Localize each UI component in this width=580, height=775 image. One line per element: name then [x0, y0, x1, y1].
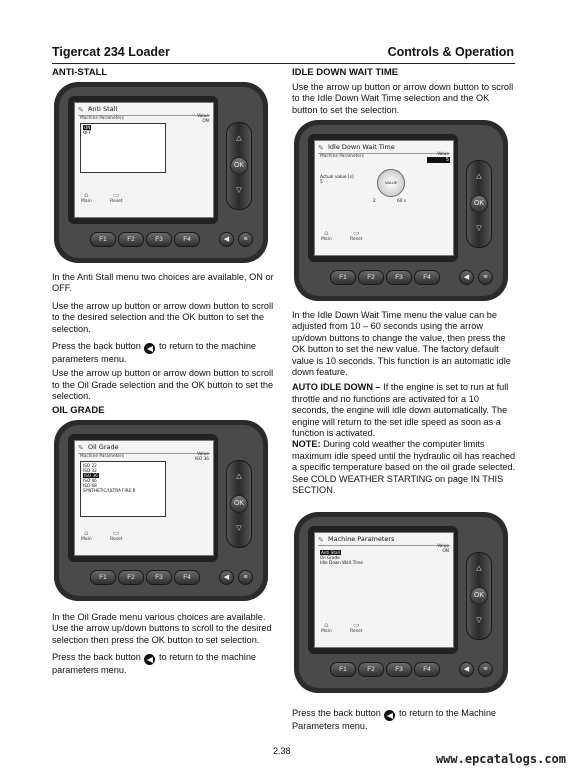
arrow-down-button[interactable]: ▽	[236, 525, 242, 532]
f1-button[interactable]: F1	[330, 662, 356, 677]
anti-stall-paragraph-4: Use the arrow up button or arrow down button to scroll to the Oil Grade selection and the OK button to set the selection.	[52, 368, 274, 402]
reset-icon: ▭	[352, 229, 360, 237]
idle-down-paragraph-5: Press the back button ◀ to return to the Machine Parameters menu.	[292, 708, 497, 731]
list-item[interactable]: ISO 46	[83, 478, 97, 483]
wrench-icon: ✎	[78, 444, 84, 452]
wrench-icon: ✎	[318, 144, 324, 152]
idle-down-paragraph-2: In the Idle Down Wait Time menu the value can be adjusted from 10 – 60 seconds using the arrow up/down buttons to change the value, then press the OK button to set the new value. The factory default value is 10 seconds. This function is an automatic idle down feature.	[292, 310, 511, 378]
back-button-icon: ◀	[144, 654, 155, 665]
back-button[interactable]: ◀	[219, 232, 234, 247]
screen-title-bar	[318, 143, 450, 154]
oil-grade-paragraph-2: Press the back button ◀ to return to the machine parameters menu.	[52, 652, 257, 676]
screen-oil-grade	[74, 440, 214, 556]
back-button[interactable]: ◀	[459, 270, 474, 285]
f4-button[interactable]: F4	[174, 232, 200, 247]
idle-down-heading: IDLE DOWN WAIT TIME	[292, 67, 399, 78]
list-item[interactable]: SYNTHETIC/ULTRA FIRE R	[83, 488, 136, 493]
oil-grade-heading: OIL GRADE	[52, 405, 105, 416]
menu-button[interactable]: ≡	[238, 232, 253, 247]
list-item[interactable]: Idle Down Wait Time	[320, 560, 363, 565]
screen-title-bar	[78, 105, 210, 116]
f2-button[interactable]: F2	[358, 270, 384, 285]
value-text: ON	[202, 119, 209, 124]
back-button[interactable]: ◀	[219, 570, 234, 585]
value-label: Value	[437, 152, 449, 157]
value-label: Value	[197, 452, 209, 457]
f4-button[interactable]: F4	[174, 570, 200, 585]
back-button-icon: ◀	[384, 710, 395, 721]
actual-value: 5	[320, 180, 323, 185]
header-rule	[52, 63, 515, 64]
ok-button[interactable]: OK	[230, 495, 248, 513]
anti-stall-paragraph-3: Press the back button ◀ to return to the machine parameters menu.	[52, 341, 257, 365]
screen-title: Machine Parameters	[328, 535, 395, 543]
value-text: ON	[442, 549, 449, 554]
value-label: Value	[437, 544, 449, 549]
screen-anti-stall	[74, 102, 214, 218]
note-paragraph: NOTE: During cold weather the computer limits maximum idle speed until the hydraulic oil has reached a specific temperature based on the oil grade selected. See COLD WEATHER STARTING on page IN THIS SECTION.	[292, 439, 516, 496]
main-softkey[interactable]: ⌂ Main	[81, 191, 92, 204]
arrow-up-button[interactable]: △	[236, 473, 242, 480]
anti-stall-paragraph-2: Use the arrow up button or arrow down button to scroll to the desired selection and the OK button to set the selection.	[52, 300, 274, 334]
ok-button[interactable]: OK	[470, 195, 488, 213]
screen-title: Oil Grade	[88, 443, 119, 451]
display-device-idle-down	[292, 118, 510, 303]
auto-idle-down-paragraph: AUTO IDLE DOWN – If the engine is set to run at full throttle and no functions are activated for a 10 seconds, the engine will idle down automatically. The engine will return to the set idle speed as soon as a function is activated.	[292, 382, 509, 439]
display-device-machine-parameters	[292, 510, 510, 695]
value-knob[interactable]: VALUE	[377, 169, 405, 197]
wrench-icon: ✎	[318, 536, 324, 544]
screen-subtitle: Machine Parameters	[80, 116, 124, 121]
option-list[interactable]	[80, 461, 166, 517]
screen-title: Anti Stall	[88, 105, 118, 113]
screen-machine-parameters	[314, 532, 454, 648]
value-text: ISO 36	[194, 457, 209, 462]
screen-idle-down	[314, 140, 454, 256]
display-device-oil-grade	[52, 418, 270, 603]
list-item[interactable]: Oil Grade	[320, 555, 340, 560]
option-list[interactable]	[80, 123, 166, 173]
oil-grade-paragraph-1: In the Oil Grade menu various choices are available. Use the arrow up/down buttons to scroll to the desired selection then press the OK button to set selection.	[52, 612, 272, 645]
home-icon: ⌂	[84, 529, 89, 537]
arrow-up-button[interactable]: △	[476, 565, 482, 572]
reset-softkey[interactable]: ▭ Reset	[110, 529, 123, 542]
section-title: Controls & Operation	[387, 45, 514, 59]
ok-button[interactable]: OK	[230, 157, 248, 175]
f2-button[interactable]: F2	[118, 570, 144, 585]
screen-subtitle: Machine Parameters	[320, 154, 364, 159]
f3-button[interactable]: F3	[146, 232, 172, 247]
home-icon: ⌂	[84, 191, 89, 199]
main-softkey[interactable]: ⌂ Main	[81, 529, 92, 542]
wrench-icon: ✎	[78, 106, 84, 114]
list-item[interactable]: ON	[84, 125, 91, 130]
f1-button[interactable]: F1	[330, 270, 356, 285]
screen-title-bar	[318, 535, 450, 546]
list-item[interactable]: ISO 68	[83, 483, 97, 488]
reset-softkey[interactable]: ▭ Reset	[350, 621, 363, 634]
f3-button[interactable]: F3	[386, 662, 412, 677]
reset-softkey[interactable]: ▭ Reset	[110, 191, 123, 204]
f4-button[interactable]: F4	[414, 662, 440, 677]
watermark: www.epcatalogs.com	[435, 752, 566, 766]
list-item[interactable]: Anti Stall	[321, 550, 340, 555]
actual-value-label: Actual value [s]	[320, 175, 354, 180]
menu-button[interactable]: ≡	[478, 270, 493, 285]
back-button-icon: ◀	[144, 343, 155, 354]
anti-stall-paragraph-1: In the Anti Stall menu two choices are available, ON or OFF.	[52, 272, 274, 294]
arrow-down-button[interactable]: ▽	[236, 187, 242, 194]
list-item[interactable]: OFF	[83, 130, 92, 135]
reset-icon: ▭	[112, 529, 120, 537]
page-number: 2.38	[273, 746, 291, 756]
reset-icon: ▭	[112, 191, 120, 199]
idle-down-paragraph-1: Use the arrow up button or arrow down button to scroll to the Idle Down Wait Time selection and the OK button to set the selection.	[292, 82, 514, 115]
knob-min: 2	[373, 199, 376, 204]
menu-button[interactable]: ≡	[238, 570, 253, 585]
f3-button[interactable]: F3	[386, 270, 412, 285]
back-button[interactable]: ◀	[459, 662, 474, 677]
list-item[interactable]: ISO 22	[83, 463, 97, 468]
f1-button[interactable]: F1	[90, 570, 116, 585]
screen-title-bar	[78, 443, 210, 454]
list-item[interactable]: ISO 32	[83, 468, 97, 473]
main-softkey[interactable]: ⌂ Main	[321, 229, 332, 242]
arrow-down-button[interactable]: ▽	[476, 225, 482, 232]
main-softkey[interactable]: ⌂ Main	[321, 621, 332, 634]
home-icon: ⌂	[324, 229, 329, 237]
arrow-down-button[interactable]: ▽	[476, 617, 482, 624]
f1-button[interactable]: F1	[90, 232, 116, 247]
arrow-up-button[interactable]: △	[476, 173, 482, 180]
parameter-list[interactable]	[318, 549, 422, 611]
reset-icon: ▭	[352, 621, 360, 629]
nav-pad	[226, 460, 252, 548]
f2-button[interactable]: F2	[358, 662, 384, 677]
anti-stall-heading: ANTI-STALL	[52, 67, 108, 78]
screen-title: Idle Down Wait Time	[328, 143, 395, 151]
f2-button[interactable]: F2	[118, 232, 144, 247]
list-item[interactable]: ISO 36	[84, 473, 98, 478]
f3-button[interactable]: F3	[146, 570, 172, 585]
home-icon: ⌂	[324, 621, 329, 629]
ok-button[interactable]: OK	[470, 587, 488, 605]
value-label: Value	[197, 114, 209, 119]
value-field[interactable]: 5	[427, 157, 450, 163]
nav-pad	[466, 160, 492, 248]
nav-pad	[226, 122, 252, 210]
document-title: Tigercat 234 Loader	[52, 45, 170, 59]
screen-subtitle: Machine Parameters	[80, 454, 124, 459]
reset-softkey[interactable]: ▭ Reset	[350, 229, 363, 242]
knob-max: 60 s	[397, 199, 407, 204]
nav-pad	[466, 552, 492, 640]
menu-button[interactable]: ≡	[478, 662, 493, 677]
display-device-anti-stall	[52, 80, 270, 265]
arrow-up-button[interactable]: △	[236, 135, 242, 142]
f4-button[interactable]: F4	[414, 270, 440, 285]
